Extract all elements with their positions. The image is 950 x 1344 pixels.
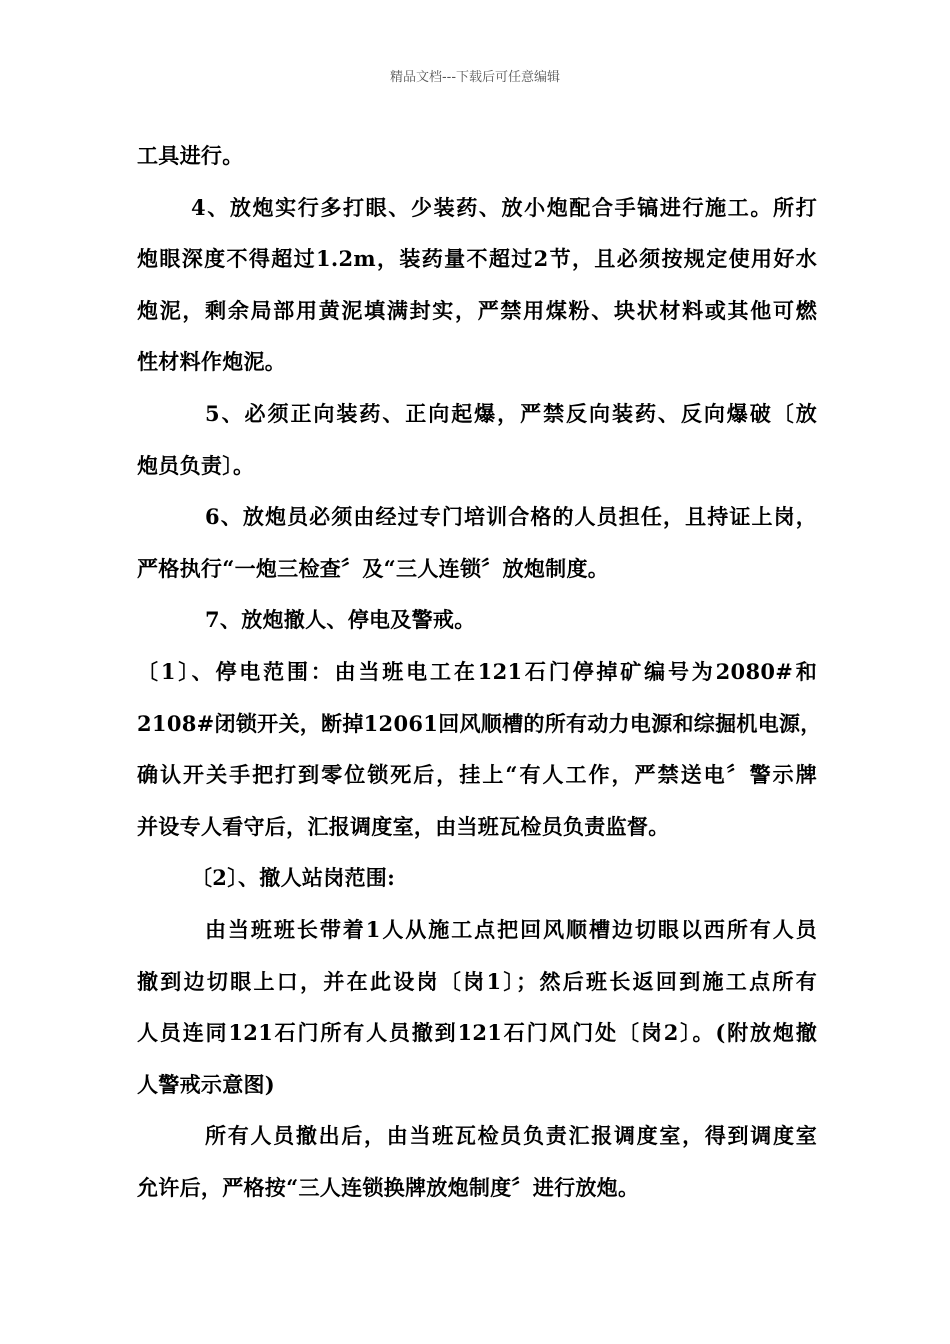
paragraph-line: 并设专人看守后，汇报调度室，由当班瓦检员负责监督。 (137, 813, 670, 839)
paragraph-line: 确认开关手把打到零位锁死后，挂上“有人工作，严禁送电〞警示牌 (137, 762, 817, 788)
paragraph-line: 5、必须正向装药、正向起爆，严禁反向装药、反向爆破〔放 (205, 400, 817, 426)
paragraph-line: 撤到边切眼上口，并在此设岗〔岗1〕；然后班长返回到施工点所有 (137, 968, 817, 994)
page-header: 精品文档---下载后可任意编辑 (389, 70, 561, 85)
paragraph-line: 2108#闭锁开关，断掉12061回风顺槽的所有动力电源和综掘机电源， (137, 710, 822, 736)
paragraph-line: 人员连同121石门所有人员撤到121石门风门处〔岗2〕。(附放炮撤 (137, 1020, 817, 1046)
paragraph-line: 允许后，严格按“三人连锁换牌放炮制度〞进行放炮。 (137, 1174, 640, 1200)
paragraph-line: 严格执行“一炮三检查〞及“三人连锁〞放炮制度。 (137, 555, 610, 581)
paragraph-line: 6、放炮员必须由经过专门培训合格的人员担任，且持证上岗， (205, 504, 817, 530)
paragraph-line: 〔2〕、撤人站岗范围: (191, 865, 396, 891)
document-body (137, 130, 822, 1213)
paragraph-line: 工具进行。 (137, 143, 244, 168)
paragraph-line: 〔1〕、停电范围：由当班电工在121石门停掉矿编号为2080#和 (137, 658, 817, 684)
paragraph-line: 炮泥，剩余局部用黄泥填满封实，严禁用煤粉、块状材料或其他可燃 (137, 297, 817, 323)
paragraph-line: 7、放炮撤人、停电及警戒。 (205, 607, 476, 633)
paragraph-line: 人警戒示意图) (137, 1071, 276, 1097)
paragraph-line: 由当班班长带着1人从施工点把回风顺槽边切眼以西所有人员 (205, 916, 817, 942)
paragraph-line: 炮眼深度不得超过1.2m，装药量不超过2节，且必须按规定使用好水 (137, 246, 817, 272)
paragraph-line: 4、放炮实行多打眼、少装药、放小炮配合手镐进行施工。所打 (191, 194, 817, 220)
paragraph-line: 所有人员撤出后，由当班瓦检员负责汇报调度室，得到调度室 (205, 1123, 817, 1149)
paragraph-line: 炮员负责〕。 (137, 452, 255, 478)
paragraph-line: 性材料作炮泥。 (137, 349, 287, 375)
